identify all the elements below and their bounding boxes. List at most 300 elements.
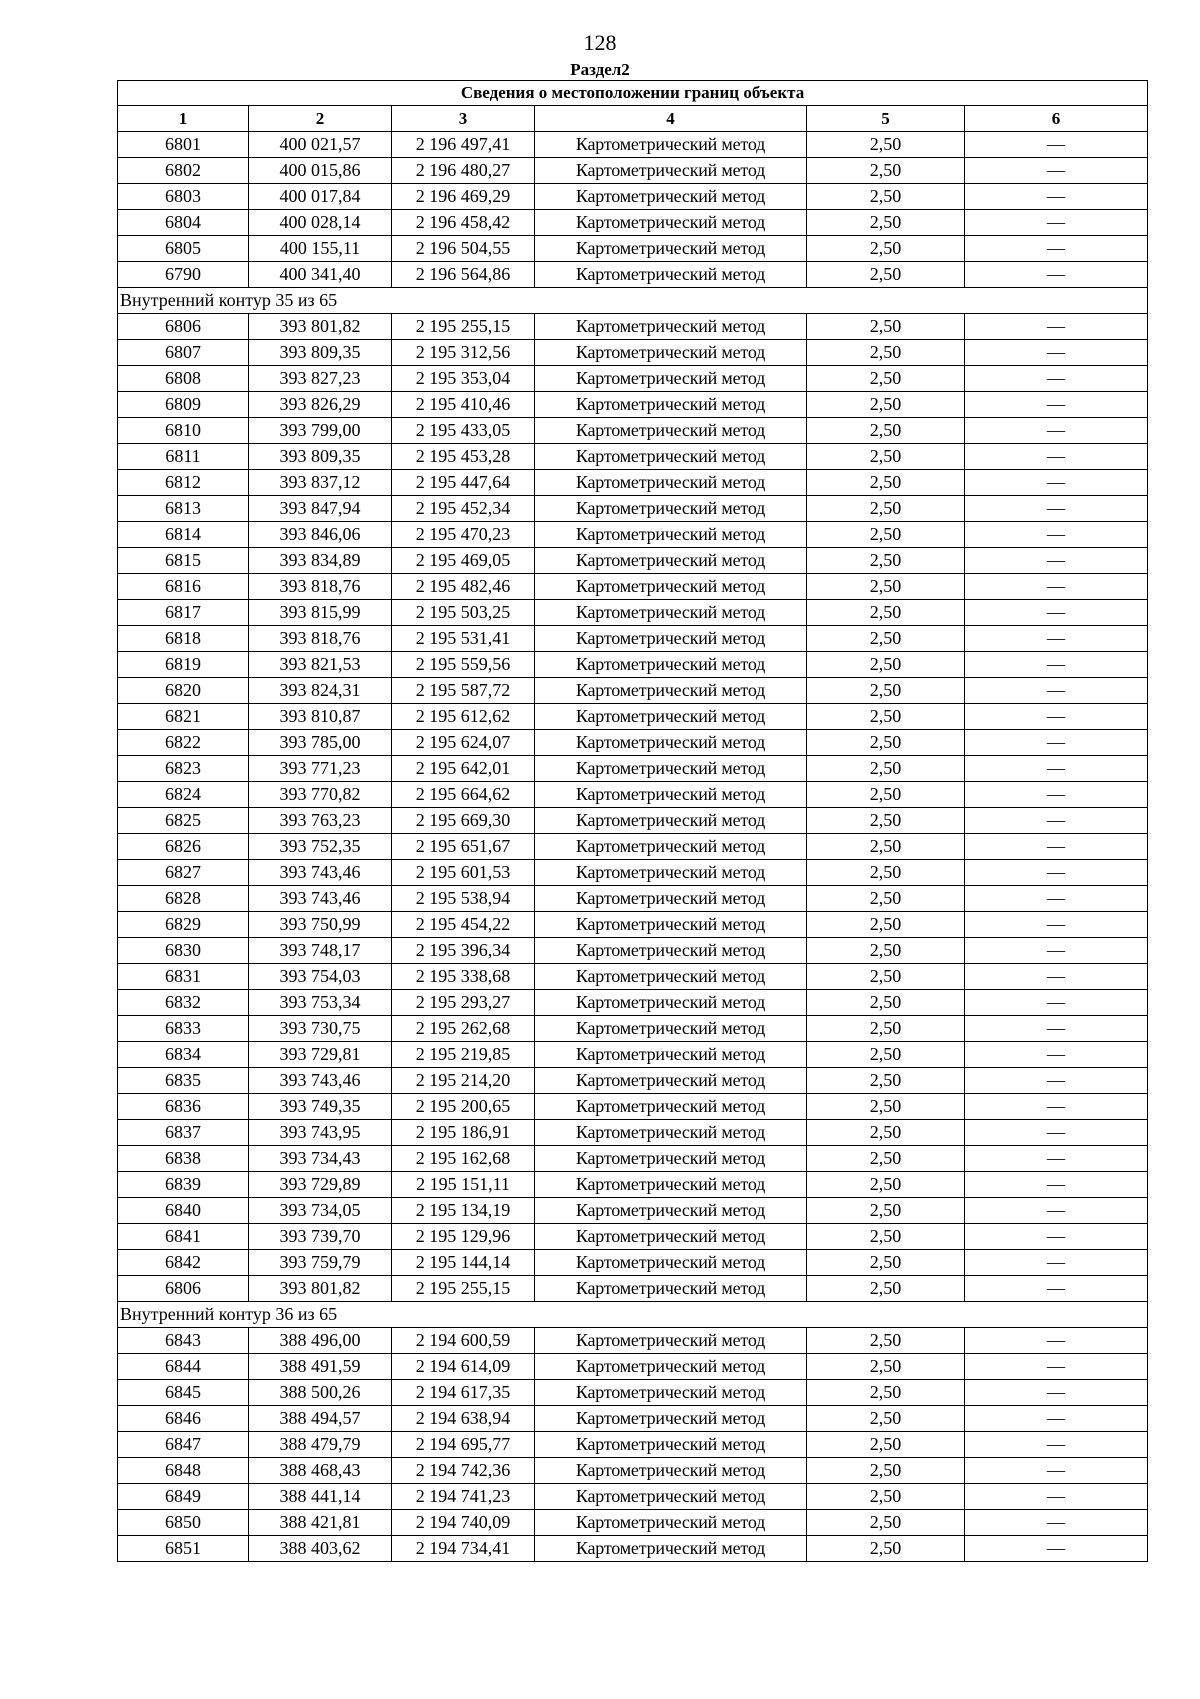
table-row [118,548,1148,574]
point-number-cell: 6821 [118,704,249,730]
method-cell: Картометрический метод [535,314,807,340]
y-coordinate-cell: 2 195 396,34 [392,938,535,964]
accuracy-cell: 2,50 [807,1172,965,1198]
y-coordinate-cell: 2 195 664,62 [392,782,535,808]
point-number-cell: 6790 [118,262,249,288]
accuracy-cell: 2,50 [807,1042,965,1068]
accuracy-cell: 2,50 [807,340,965,366]
table-row [118,210,1148,236]
method-cell: Картометрический метод [535,860,807,886]
table-row [118,444,1148,470]
x-coordinate-cell: 388 468,43 [249,1458,392,1484]
x-coordinate-cell: 393 771,23 [249,756,392,782]
point-number-cell: 6847 [118,1432,249,1458]
table-row [118,1016,1148,1042]
method-cell: Картометрический метод [535,938,807,964]
y-coordinate-cell: 2 195 353,04 [392,366,535,392]
x-coordinate-cell: 400 015,86 [249,158,392,184]
method-cell: Картометрический метод [535,210,807,236]
x-coordinate-cell: 393 818,76 [249,626,392,652]
method-cell: Картометрический метод [535,600,807,626]
point-number-cell: 6824 [118,782,249,808]
description-cell: — [965,158,1148,184]
method-cell: Картометрический метод [535,366,807,392]
accuracy-cell: 2,50 [807,444,965,470]
y-coordinate-cell: 2 194 741,23 [392,1484,535,1510]
y-coordinate-cell: 2 195 293,27 [392,990,535,1016]
accuracy-cell: 2,50 [807,1250,965,1276]
description-cell: — [965,912,1148,938]
description-cell: — [965,1250,1148,1276]
method-cell: Картометрический метод [535,132,807,158]
x-coordinate-cell: 388 500,26 [249,1380,392,1406]
point-number-cell: 6841 [118,1224,249,1250]
x-coordinate-cell: 393 743,95 [249,1120,392,1146]
y-coordinate-cell: 2 195 453,28 [392,444,535,470]
method-cell: Картометрический метод [535,990,807,1016]
point-number-cell: 6827 [118,860,249,886]
accuracy-cell: 2,50 [807,808,965,834]
x-coordinate-cell: 400 017,84 [249,184,392,210]
y-coordinate-cell: 2 196 469,29 [392,184,535,210]
x-coordinate-cell: 393 753,34 [249,990,392,1016]
table-row [118,392,1148,418]
table-row [118,860,1148,886]
x-coordinate-cell: 388 496,00 [249,1328,392,1354]
table-row [118,730,1148,756]
accuracy-cell: 2,50 [807,1406,965,1432]
contour-label: Внутренний контур 35 из 65 [118,288,1148,314]
x-coordinate-cell: 393 785,00 [249,730,392,756]
point-number-cell: 6833 [118,1016,249,1042]
point-number-cell: 6850 [118,1510,249,1536]
y-coordinate-cell: 2 196 497,41 [392,132,535,158]
table-row [118,626,1148,652]
point-number-cell: 6836 [118,1094,249,1120]
description-cell: — [965,1328,1148,1354]
x-coordinate-cell: 388 403,62 [249,1536,392,1562]
accuracy-cell: 2,50 [807,860,965,886]
description-cell: — [965,782,1148,808]
accuracy-cell: 2,50 [807,990,965,1016]
x-coordinate-cell: 393 801,82 [249,1276,392,1302]
point-number-cell: 6813 [118,496,249,522]
y-coordinate-cell: 2 196 480,27 [392,158,535,184]
table-row [118,1146,1148,1172]
point-number-cell: 6830 [118,938,249,964]
method-cell: Картометрический метод [535,1432,807,1458]
description-cell: — [965,314,1148,340]
point-number-cell: 6826 [118,834,249,860]
point-number-cell: 6820 [118,678,249,704]
x-coordinate-cell: 393 729,89 [249,1172,392,1198]
y-coordinate-cell: 2 195 503,25 [392,600,535,626]
column-header: 1 [118,106,249,132]
method-cell: Картометрический метод [535,392,807,418]
description-cell: — [965,392,1148,418]
description-cell: — [965,262,1148,288]
method-cell: Картометрический метод [535,444,807,470]
point-number-cell: 6806 [118,1276,249,1302]
y-coordinate-cell: 2 196 564,86 [392,262,535,288]
description-cell: — [965,184,1148,210]
x-coordinate-cell: 393 824,31 [249,678,392,704]
y-coordinate-cell: 2 195 129,96 [392,1224,535,1250]
point-number-cell: 6839 [118,1172,249,1198]
table-row [118,990,1148,1016]
table-row [118,158,1148,184]
method-cell: Картометрический метод [535,1094,807,1120]
method-cell: Картометрический метод [535,574,807,600]
description-cell: — [965,1406,1148,1432]
point-number-cell: 6834 [118,1042,249,1068]
column-header: 4 [535,106,807,132]
accuracy-cell: 2,50 [807,392,965,418]
point-number-cell: 6805 [118,236,249,262]
accuracy-cell: 2,50 [807,1484,965,1510]
accuracy-cell: 2,50 [807,366,965,392]
method-cell: Картометрический метод [535,626,807,652]
x-coordinate-cell: 393 734,05 [249,1198,392,1224]
table-row [118,886,1148,912]
accuracy-cell: 2,50 [807,1224,965,1250]
table-row [118,678,1148,704]
column-header: 3 [392,106,535,132]
table-row [118,574,1148,600]
description-cell: — [965,1354,1148,1380]
table-row [118,756,1148,782]
table-head [118,81,1148,132]
method-cell: Картометрический метод [535,1172,807,1198]
description-cell: — [965,548,1148,574]
x-coordinate-cell: 393 743,46 [249,860,392,886]
x-coordinate-cell: 393 815,99 [249,600,392,626]
method-cell: Картометрический метод [535,340,807,366]
point-number-cell: 6837 [118,1120,249,1146]
accuracy-cell: 2,50 [807,1120,965,1146]
y-coordinate-cell: 2 195 255,15 [392,314,535,340]
table-row [118,418,1148,444]
table-row [118,1432,1148,1458]
table-row [118,1276,1148,1302]
page-number: 128 [583,30,617,55]
description-cell: — [965,626,1148,652]
x-coordinate-cell: 393 821,53 [249,652,392,678]
y-coordinate-cell: 2 195 134,19 [392,1198,535,1224]
y-coordinate-cell: 2 195 433,05 [392,418,535,444]
method-cell: Картометрический метод [535,1042,807,1068]
table-row [118,834,1148,860]
y-coordinate-cell: 2 195 470,23 [392,522,535,548]
point-number-cell: 6808 [118,366,249,392]
accuracy-cell: 2,50 [807,1458,965,1484]
table-row [118,1042,1148,1068]
table-row [118,1458,1148,1484]
description-cell: — [965,236,1148,262]
description-cell: — [965,522,1148,548]
contour-label: Внутренний контур 36 из 65 [118,1302,1148,1328]
method-cell: Картометрический метод [535,756,807,782]
point-number-cell: 6832 [118,990,249,1016]
x-coordinate-cell: 393 834,89 [249,548,392,574]
method-cell: Картометрический метод [535,418,807,444]
accuracy-cell: 2,50 [807,574,965,600]
x-coordinate-cell: 393 749,35 [249,1094,392,1120]
point-number-cell: 6822 [118,730,249,756]
accuracy-cell: 2,50 [807,184,965,210]
description-cell: — [965,496,1148,522]
method-cell: Картометрический метод [535,1198,807,1224]
method-cell: Картометрический метод [535,704,807,730]
x-coordinate-cell: 400 155,11 [249,236,392,262]
point-number-cell: 6819 [118,652,249,678]
accuracy-cell: 2,50 [807,1016,965,1042]
y-coordinate-cell: 2 195 531,41 [392,626,535,652]
description-cell: — [965,1276,1148,1302]
method-cell: Картометрический метод [535,1536,807,1562]
y-coordinate-cell: 2 194 638,94 [392,1406,535,1432]
y-coordinate-cell: 2 195 338,68 [392,964,535,990]
table-row [118,1484,1148,1510]
table-row [118,314,1148,340]
accuracy-cell: 2,50 [807,678,965,704]
description-cell: — [965,990,1148,1016]
x-coordinate-cell: 388 491,59 [249,1354,392,1380]
x-coordinate-cell: 388 441,14 [249,1484,392,1510]
table-row [118,1250,1148,1276]
point-number-cell: 6829 [118,912,249,938]
x-coordinate-cell: 393 729,81 [249,1042,392,1068]
table-row [118,912,1148,938]
accuracy-cell: 2,50 [807,1198,965,1224]
table-body [118,132,1148,1562]
x-coordinate-cell: 393 827,23 [249,366,392,392]
table-row [118,496,1148,522]
description-cell: — [965,1172,1148,1198]
point-number-cell: 6840 [118,1198,249,1224]
point-number-cell: 6846 [118,1406,249,1432]
method-cell: Картометрический метод [535,522,807,548]
point-number-cell: 6804 [118,210,249,236]
table-row [118,1172,1148,1198]
description-cell: — [965,886,1148,912]
x-coordinate-cell: 388 494,57 [249,1406,392,1432]
y-coordinate-cell: 2 195 601,53 [392,860,535,886]
description-cell: — [965,1510,1148,1536]
table-caption: Сведения о местоположении границ объекта [118,81,1148,106]
y-coordinate-cell: 2 195 482,46 [392,574,535,600]
description-cell: — [965,678,1148,704]
y-coordinate-cell: 2 195 410,46 [392,392,535,418]
point-number-cell: 6849 [118,1484,249,1510]
method-cell: Картометрический метод [535,262,807,288]
y-coordinate-cell: 2 195 162,68 [392,1146,535,1172]
accuracy-cell: 2,50 [807,1328,965,1354]
point-number-cell: 6845 [118,1380,249,1406]
section-title: Раздел2 [570,60,630,79]
point-number-cell: 6818 [118,626,249,652]
y-coordinate-cell: 2 194 742,36 [392,1458,535,1484]
method-cell: Картометрический метод [535,1276,807,1302]
y-coordinate-cell: 2 194 617,35 [392,1380,535,1406]
accuracy-cell: 2,50 [807,1432,965,1458]
method-cell: Картометрический метод [535,1406,807,1432]
y-coordinate-cell: 2 196 504,55 [392,236,535,262]
description-cell: — [965,1458,1148,1484]
point-number-cell: 6835 [118,1068,249,1094]
table-row [118,1406,1148,1432]
accuracy-cell: 2,50 [807,834,965,860]
y-coordinate-cell: 2 195 624,07 [392,730,535,756]
x-coordinate-cell: 393 799,00 [249,418,392,444]
y-coordinate-cell: 2 195 219,85 [392,1042,535,1068]
description-cell: — [965,1484,1148,1510]
method-cell: Картометрический метод [535,964,807,990]
point-number-cell: 6814 [118,522,249,548]
x-coordinate-cell: 393 734,43 [249,1146,392,1172]
accuracy-cell: 2,50 [807,210,965,236]
table-row [118,652,1148,678]
x-coordinate-cell: 400 341,40 [249,262,392,288]
y-coordinate-cell: 2 194 740,09 [392,1510,535,1536]
description-cell: — [965,1016,1148,1042]
accuracy-cell: 2,50 [807,730,965,756]
accuracy-cell: 2,50 [807,912,965,938]
y-coordinate-cell: 2 195 255,15 [392,1276,535,1302]
point-number-cell: 6838 [118,1146,249,1172]
point-number-cell: 6851 [118,1536,249,1562]
x-coordinate-cell: 393 818,76 [249,574,392,600]
accuracy-cell: 2,50 [807,1068,965,1094]
accuracy-cell: 2,50 [807,132,965,158]
accuracy-cell: 2,50 [807,964,965,990]
method-cell: Картометрический метод [535,1510,807,1536]
x-coordinate-cell: 393 826,29 [249,392,392,418]
accuracy-cell: 2,50 [807,938,965,964]
y-coordinate-cell: 2 194 695,77 [392,1432,535,1458]
y-coordinate-cell: 2 194 734,41 [392,1536,535,1562]
y-coordinate-cell: 2 194 614,09 [392,1354,535,1380]
point-number-cell: 6815 [118,548,249,574]
method-cell: Картометрический метод [535,236,807,262]
table-row [118,340,1148,366]
x-coordinate-cell: 393 763,23 [249,808,392,834]
description-cell: — [965,1094,1148,1120]
method-cell: Картометрический метод [535,678,807,704]
column-header: 5 [807,106,965,132]
accuracy-cell: 2,50 [807,756,965,782]
accuracy-cell: 2,50 [807,1354,965,1380]
point-number-cell: 6825 [118,808,249,834]
method-cell: Картометрический метод [535,834,807,860]
method-cell: Картометрический метод [535,1250,807,1276]
accuracy-cell: 2,50 [807,470,965,496]
table-row [118,262,1148,288]
y-coordinate-cell: 2 195 612,62 [392,704,535,730]
y-coordinate-cell: 2 195 651,67 [392,834,535,860]
accuracy-cell: 2,50 [807,1094,965,1120]
method-cell: Картометрический метод [535,184,807,210]
y-coordinate-cell: 2 195 452,34 [392,496,535,522]
table-caption-row [118,81,1148,106]
column-header: 6 [965,106,1148,132]
table-row [118,1510,1148,1536]
description-cell: — [965,132,1148,158]
x-coordinate-cell: 393 801,82 [249,314,392,340]
accuracy-cell: 2,50 [807,496,965,522]
x-coordinate-cell: 393 837,12 [249,470,392,496]
description-cell: — [965,444,1148,470]
x-coordinate-cell: 393 750,99 [249,912,392,938]
method-cell: Картометрический метод [535,1016,807,1042]
y-coordinate-cell: 2 195 538,94 [392,886,535,912]
description-cell: — [965,418,1148,444]
table-row [118,1536,1148,1562]
accuracy-cell: 2,50 [807,626,965,652]
accuracy-cell: 2,50 [807,1536,965,1562]
accuracy-cell: 2,50 [807,158,965,184]
x-coordinate-cell: 393 730,75 [249,1016,392,1042]
description-cell: — [965,938,1148,964]
point-number-cell: 6843 [118,1328,249,1354]
method-cell: Картометрический метод [535,886,807,912]
accuracy-cell: 2,50 [807,1276,965,1302]
table-row [118,1120,1148,1146]
x-coordinate-cell: 393 743,46 [249,1068,392,1094]
method-cell: Картометрический метод [535,1120,807,1146]
x-coordinate-cell: 393 770,82 [249,782,392,808]
column-header: 2 [249,106,392,132]
method-cell: Картометрический метод [535,1068,807,1094]
x-coordinate-cell: 393 809,35 [249,444,392,470]
method-cell: Картометрический метод [535,548,807,574]
x-coordinate-cell: 400 028,14 [249,210,392,236]
method-cell: Картометрический метод [535,1354,807,1380]
accuracy-cell: 2,50 [807,1146,965,1172]
method-cell: Картометрический метод [535,730,807,756]
description-cell: — [965,652,1148,678]
point-number-cell: 6842 [118,1250,249,1276]
accuracy-cell: 2,50 [807,886,965,912]
description-cell: — [965,210,1148,236]
description-cell: — [965,730,1148,756]
y-coordinate-cell: 2 195 454,22 [392,912,535,938]
table-row [118,1328,1148,1354]
y-coordinate-cell: 2 195 447,64 [392,470,535,496]
contour-row [118,288,1148,314]
description-cell: — [965,964,1148,990]
y-coordinate-cell: 2 195 559,56 [392,652,535,678]
description-cell: — [965,1120,1148,1146]
boundary-coordinates-table [117,80,1148,1562]
method-cell: Картометрический метод [535,1484,807,1510]
point-number-cell: 6802 [118,158,249,184]
x-coordinate-cell: 388 479,79 [249,1432,392,1458]
table-row [118,1198,1148,1224]
point-number-cell: 6807 [118,340,249,366]
y-coordinate-cell: 2 195 587,72 [392,678,535,704]
accuracy-cell: 2,50 [807,1510,965,1536]
description-cell: — [965,1224,1148,1250]
description-cell: — [965,1042,1148,1068]
description-cell: — [965,1432,1148,1458]
point-number-cell: 6806 [118,314,249,340]
description-cell: — [965,574,1148,600]
y-coordinate-cell: 2 196 458,42 [392,210,535,236]
y-coordinate-cell: 2 195 312,56 [392,340,535,366]
table-row [118,1068,1148,1094]
description-cell: — [965,1536,1148,1562]
